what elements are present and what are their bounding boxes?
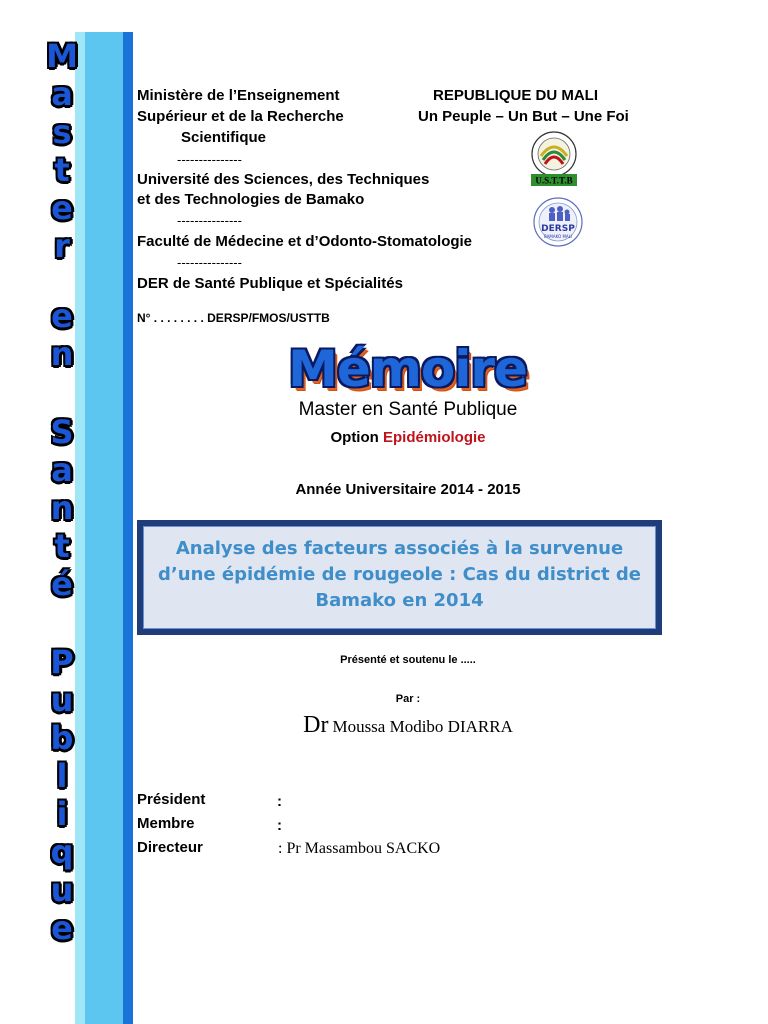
vertical-title-letter: M [46,37,78,75]
vertical-title-letter: a [51,75,73,113]
side-band-dark [123,32,133,1024]
vertical-title-letter: l [56,757,68,795]
university-line1: Université des Sciences, des Techniques [137,171,430,188]
vertical-title-letter: S [50,413,74,451]
thesis-title-line2: d’une épidémie de rougeole : Cas du district de [158,564,641,585]
university-line2: et des Technologies de Bamako [137,191,365,208]
option-label: Option [330,429,379,446]
vertical-title-letter: s [52,113,72,151]
ministry-line3: Scientifique [181,129,267,146]
vertical-title-letter: a [51,451,73,489]
presented-line: Présenté et soutenu le ..... [340,654,476,666]
vertical-title-letter: e [51,297,73,335]
vertical-title-letter: n [50,335,74,373]
vertical-title-letter: q [50,833,74,871]
vertical-title-letter: u [50,871,74,909]
vertical-title-letter: e [51,189,73,227]
vertical-title-letter: t [54,527,70,565]
vertical-title-letter: u [50,681,74,719]
country-name: REPUBLIQUE DU MALI [433,87,598,104]
usttb-logo [517,130,591,188]
dersp-logo-text: DERSP [541,224,575,234]
vertical-title-letter: t [54,151,70,189]
par-label: Par : [395,693,421,705]
dersp-logo [527,196,589,248]
thesis-title [144,536,655,614]
vertical-title [30,32,94,1022]
usttb-banner-text: U.S.T.T.B [535,175,573,186]
option-line [233,428,583,448]
separator-1: --------------- [177,152,242,167]
document-number: N° . . . . . . . . DERSP/FMOS/USTTB [137,311,330,325]
author-line [183,710,633,743]
ministry-line2: Supérieur et de la Recherche [137,108,344,125]
jury-president-label: Président [137,791,206,808]
country-motto: Un Peuple – Un But – Une Foi [418,108,629,125]
vertical-title-letter: e [51,909,73,947]
author-title: Dr [303,712,329,738]
vertical-title-letter: é [51,565,73,603]
jury-directeur-value: : Pr Massambou SACKO [278,840,441,857]
thesis-title-inner [143,526,656,629]
vertical-title-letter: b [50,719,74,757]
separator-2: --------------- [177,213,242,228]
vertical-title-letter: n [50,489,74,527]
dersp-logo-subtext: BAMAKO MALI [543,234,573,239]
separator-3: --------------- [177,255,242,270]
faculty-name: Faculté de Médecine et d’Odonto-Stomatologie [137,233,473,250]
memoire-heading: Mémoire [288,340,527,398]
jury-membre-label: Membre [137,815,195,832]
option-value: Epidémiologie [382,429,486,446]
thesis-title-box [137,520,662,635]
department-name: DER de Santé Publique et Spécialités [137,275,403,292]
author-name: Moussa Modibo DIARRA [332,717,513,736]
jury-president-colon: : [277,793,282,810]
ministry-line1: Ministère de l’Enseignement [137,87,340,104]
jury-directeur-label: Directeur [137,839,203,856]
jury-membre-colon: : [277,817,282,834]
vertical-title-letter: i [56,795,68,833]
degree-title: Master en Santé Publique [298,399,518,420]
thesis-title-line1: Analyse des facteurs associés à la survenue [175,538,624,559]
vertical-title-letter: P [50,643,74,681]
vertical-title-letter: r [54,227,70,265]
academic-year: Année Universitaire 2014 - 2015 [295,481,521,498]
thesis-title-line3: Bamako en 2014 [315,590,484,611]
